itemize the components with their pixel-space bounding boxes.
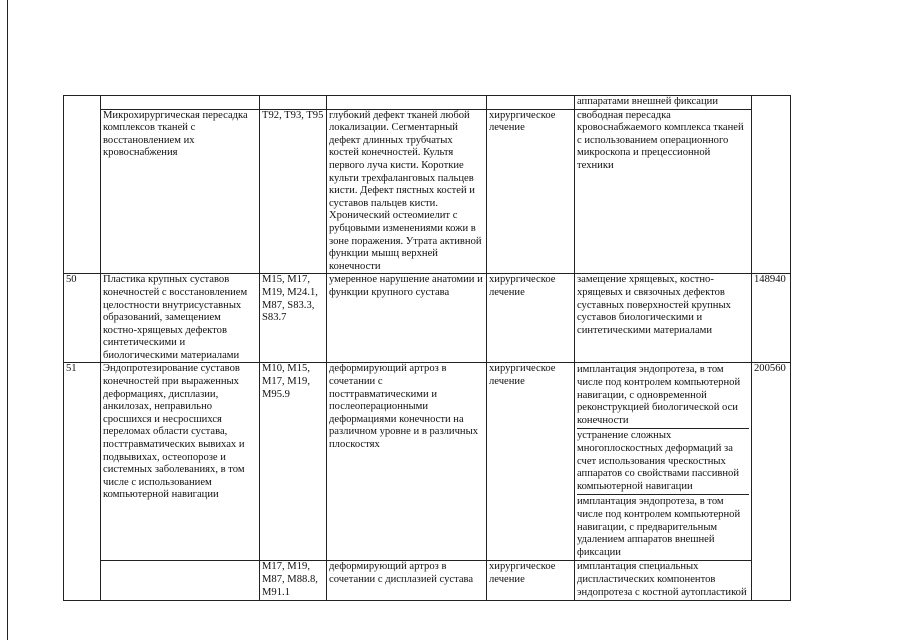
treatment-method: имплантация эндопротеза, в том числе под контролем компьютерной навигации, с одновременной реконструкцией биологической оси конечности bbox=[577, 364, 741, 426]
name-cell bbox=[101, 109, 260, 274]
treatment-method: замещение хрящевых, костно-хрящевых и связочных дефектов суставных поверхностей крупных суставов биологическими и синтетическими материалами bbox=[577, 274, 731, 336]
price-value: 148940 bbox=[754, 274, 786, 286]
treatment-method: устранение сложных многоплоскостных деформаций за счет использования чрескостных аппаратов со свойствами пассивной компьютерной навигации bbox=[577, 430, 740, 492]
treatment-cell bbox=[487, 274, 575, 363]
name-cell bbox=[101, 363, 260, 561]
treatment-type: хирургическое лечение bbox=[489, 363, 556, 388]
model-cell bbox=[327, 363, 487, 561]
treatment-type: хирургическое лечение bbox=[489, 109, 556, 134]
number-cell bbox=[64, 363, 101, 601]
method-cell bbox=[575, 561, 752, 601]
table-row-50 bbox=[64, 274, 791, 363]
patient-model: деформирующий артроз в сочетании с посттравматическими и послеоперационными деформациями конечности на различном уровне и в различных плоскостях bbox=[329, 363, 479, 451]
table-row-continuation bbox=[64, 96, 791, 110]
method-block bbox=[577, 495, 749, 560]
codes-cell bbox=[260, 363, 327, 561]
treatment-cell bbox=[487, 109, 575, 274]
table-row-51a bbox=[64, 363, 791, 561]
treatment-method: свободная пересадка кровоснабжаемого комплекса тканей с использованием операционного микроскопа и прецессионной техники bbox=[577, 109, 744, 171]
treatment-cell bbox=[487, 561, 575, 601]
procedure-name: Эндопротезирование суставов конечностей при выраженных деформациях, дисплазии, анкилозах, неправильно сросшихся и несросшихся переломах области сустава, посттравматических вывихах и подвывихах, остеопорозе и системных заболеваниях, в том числе с использованием компьютерной навигации bbox=[103, 363, 245, 501]
codes-cell bbox=[260, 96, 327, 110]
codes-cell bbox=[260, 561, 327, 601]
price-cell bbox=[752, 274, 791, 363]
number-cell bbox=[64, 96, 101, 274]
method-cell bbox=[575, 274, 752, 363]
treatment-method: имплантация эндопротеза, в том числе под контролем компьютерной навигации, с предварительным удалением аппаратов внешней фиксации bbox=[577, 496, 741, 558]
name-cell bbox=[101, 274, 260, 363]
codes-cell bbox=[260, 109, 327, 274]
procedure-name: Пластика крупных суставов конечностей с восстановлением целостности внутрисуставных образований, замещением костно-хрящевых дефектов синтетическими и биологическими материалами bbox=[103, 274, 248, 361]
row-number: 51 bbox=[66, 363, 77, 375]
method-cell bbox=[575, 109, 752, 274]
icd-codes: M15, M17, M19, M24.1, M87, S83.3, S83.7 bbox=[262, 274, 318, 324]
procedure-name: Микрохирургическая пересадка комплексов тканей с восстановлением их кровоснабжения bbox=[103, 109, 248, 159]
model-cell bbox=[327, 96, 487, 110]
patient-model: умеренное нарушение анатомии и функции крупного сустава bbox=[329, 274, 483, 298]
method-cell bbox=[575, 96, 752, 110]
method-cell bbox=[575, 363, 752, 561]
price-cell bbox=[752, 363, 791, 601]
model-cell bbox=[327, 274, 487, 363]
patient-model: деформирующий артроз в сочетании с дисплазией сустава bbox=[329, 561, 474, 585]
price-cell bbox=[752, 96, 791, 274]
model-cell bbox=[327, 561, 487, 601]
table-row-microsurgery bbox=[64, 109, 791, 274]
treatment-cell bbox=[487, 363, 575, 561]
patient-model: глубокий дефект тканей любой локализации. Сегментарный дефект длинных трубчатых костей конечностей. Культя первого луча кисти. Короткие культи трехфаланговых пальцев кисти. Дефект пястных костей и суставов пальцев кисти. Хронический остеомиелит с рубцовыми изменениями кожи в зоне поражения. Утрата активной функции мышц верхней конечности bbox=[329, 109, 482, 272]
price-value: 200560 bbox=[754, 363, 786, 375]
codes-cell bbox=[260, 274, 327, 363]
model-cell bbox=[327, 109, 487, 274]
method-block bbox=[577, 363, 749, 429]
icd-codes: M10, M15, M17, M19, M95.9 bbox=[262, 363, 310, 400]
row-number: 50 bbox=[66, 274, 77, 286]
procedures-table bbox=[63, 95, 791, 601]
treatment-cell bbox=[487, 96, 575, 110]
table-row-51b bbox=[64, 561, 791, 601]
treatment-type: хирургическое лечение bbox=[489, 274, 556, 298]
method-text: аппаратами внешней фиксации bbox=[577, 96, 718, 107]
method-block bbox=[577, 429, 749, 495]
icd-codes: M17, M19, M87, M88.8, M91.1 bbox=[262, 561, 318, 598]
name-cell bbox=[101, 96, 260, 110]
name-cell bbox=[101, 561, 260, 601]
page-left-edge-line bbox=[7, 0, 8, 640]
icd-codes: T92, T93, T95 bbox=[262, 109, 324, 121]
number-cell bbox=[64, 274, 101, 363]
treatment-type: хирургическое лечение bbox=[489, 561, 556, 585]
treatment-method: имплантация специальных диспластических компонентов эндопротеза с костной аутопластикой bbox=[577, 561, 747, 598]
